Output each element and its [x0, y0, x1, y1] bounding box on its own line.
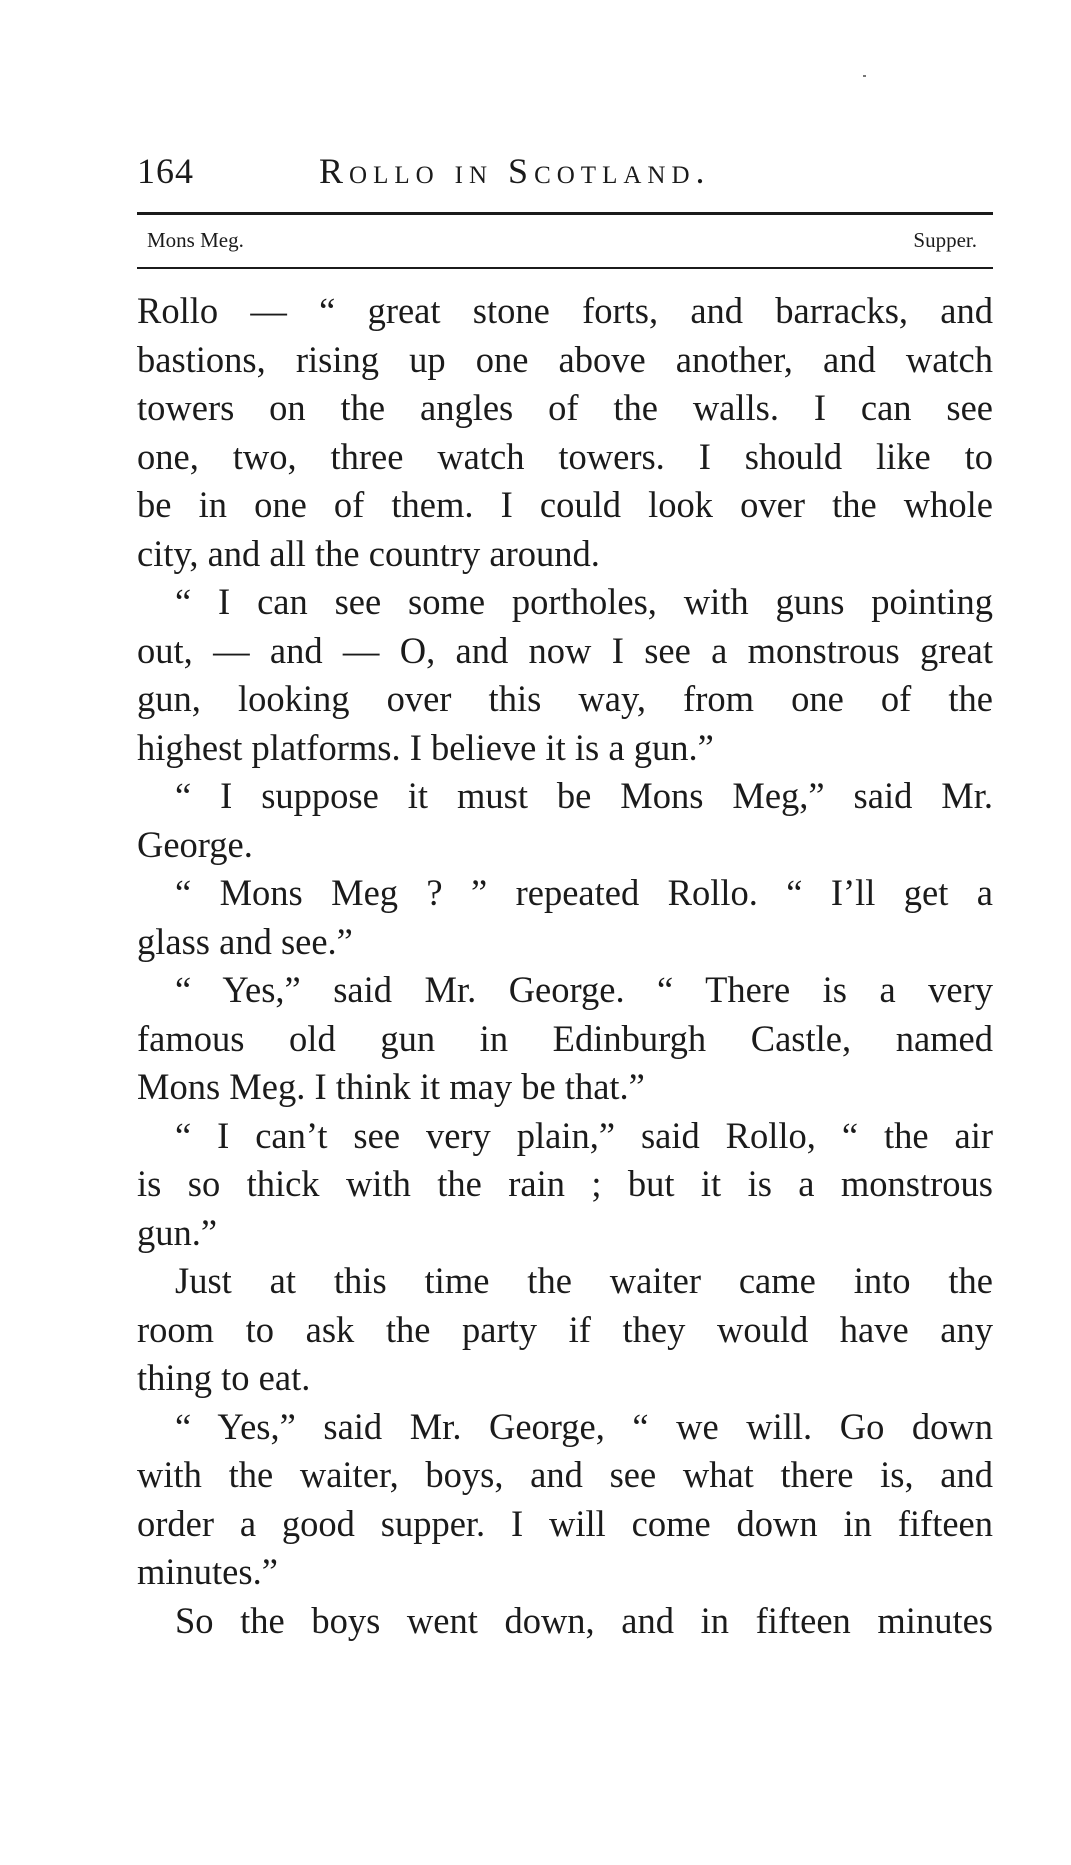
- running-head: [137, 150, 993, 196]
- text-line: highest platforms. I believe it is a gun.”: [137, 726, 714, 768]
- text-line: Rollo — “ great stone forts, and barracks, and: [137, 290, 993, 331]
- body-text: [137, 287, 993, 1645]
- topic-right: Supper.: [913, 228, 977, 252]
- text-line: one, two, three watch towers. I should like to: [137, 435, 993, 477]
- text-line: city, and all the country around.: [137, 532, 600, 574]
- topic-headline: [137, 226, 993, 260]
- text-line: Mons Meg. I think it may be that.”: [137, 1066, 645, 1107]
- text-line: George.: [137, 823, 253, 865]
- text-line: thing to eat.: [137, 1357, 311, 1398]
- text-line: gun, looking over this way, from one of the: [137, 678, 993, 719]
- text-line: Just at this time the waiter came into the: [175, 1260, 993, 1301]
- text-line: bastions, rising up one above another, and watch: [137, 338, 993, 380]
- text-line: glass and see.”: [137, 920, 353, 962]
- text-line: with the waiter, boys, and see what there is, and: [137, 1454, 993, 1495]
- text-line: minutes.”: [137, 1551, 278, 1592]
- text-line: “ Mons Meg ? ” repeated Rollo. “ I’ll get a: [175, 872, 993, 913]
- text-line: famous old gun in Edinburgh Castle, named: [137, 1017, 993, 1059]
- book-title: Rollo in Scotland.: [319, 151, 711, 191]
- text-line: gun.”: [137, 1211, 218, 1253]
- text-line: room to ask the party if they would have any: [137, 1308, 993, 1350]
- text-line: out, — and — O, and now I see a monstrous great: [137, 629, 993, 671]
- text-line: towers on the angles of the walls. I can see: [137, 387, 993, 428]
- header-rule-bottom: [137, 267, 993, 269]
- text-line: “ Yes,” said Mr. George, “ we will. Go down: [175, 1405, 993, 1447]
- text-line: order a good supper. I will come down in fifteen: [137, 1502, 993, 1544]
- text-line: is so thick with the rain ; but it is a monstrous: [137, 1163, 993, 1204]
- text-line: “ I suppose it must be Mons Meg,” said Mr.: [175, 775, 993, 816]
- page-number: 164: [137, 151, 194, 191]
- header-rule-top: [137, 212, 993, 215]
- text-line: “ I can’t see very plain,” said Rollo, “ the air: [175, 1114, 993, 1156]
- topic-left: Mons Meg.: [147, 228, 244, 252]
- text-line: So the boys went down, and in fifteen minutes: [175, 1599, 993, 1641]
- text-line: “ I can see some portholes, with guns pointing: [175, 581, 993, 622]
- text-line: be in one of them. I could look over the whole: [137, 484, 993, 525]
- book-page: [137, 0, 993, 1865]
- text-line: “ Yes,” said Mr. George. “ There is a very: [175, 969, 993, 1010]
